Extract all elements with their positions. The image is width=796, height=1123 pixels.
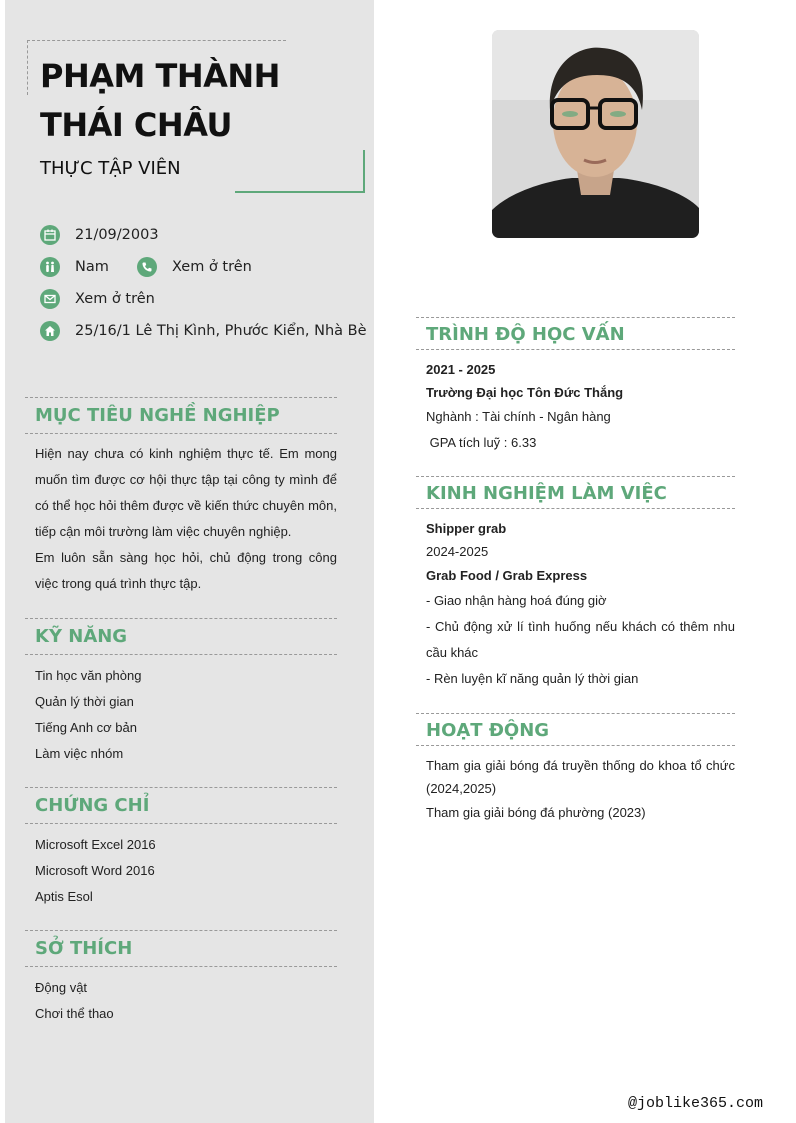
section-title-objective: MỤC TIÊU NGHỀ NGHIỆP	[35, 405, 280, 426]
candidate-name: PHẠM THÀNH THÁI CHÂU	[40, 57, 280, 144]
list-item: Quản lý thời gian	[35, 694, 134, 709]
education-major: Nghành : Tài chính - Ngân hàng	[426, 409, 611, 424]
section-title-certificates: CHỨNG CHỈ	[35, 795, 150, 816]
section-title-hobbies: SỞ THÍCH	[35, 938, 133, 959]
education-school: Trường Đại học Tôn Đức Thắng	[426, 385, 624, 400]
gender-icon	[40, 257, 60, 277]
activity-item: Tham gia giải bóng đá truyền thống do khoa tổ chức (2024,2025)	[426, 758, 735, 796]
dob-value: 21/09/2003	[75, 227, 159, 243]
list-item: Aptis Esol	[35, 889, 93, 904]
experience-duty: - Giao nhận hàng hoá đúng giờ	[426, 593, 607, 608]
mail-icon	[40, 289, 60, 309]
experience-duty: - Rèn luyện kĩ năng quản lý thời gian	[426, 671, 639, 686]
section-divider	[25, 433, 337, 434]
address-value: 25/16/1 Lê Thị Kình, Phước Kiển, Nhà Bè	[75, 323, 367, 339]
phone-value: Xem ở trên	[172, 259, 252, 275]
watermark: @joblike365.com	[628, 1095, 764, 1112]
section-title-activities: HOẠT ĐỘNG	[426, 720, 550, 741]
section-divider	[416, 713, 735, 714]
home-icon	[40, 321, 60, 341]
gender-value: Nam	[75, 259, 109, 275]
experience-period: 2024-2025	[426, 544, 489, 559]
section-title-experience: KINH NGHIỆM LÀM VIỆC	[426, 483, 667, 504]
section-title-skills: KỸ NĂNG	[35, 626, 128, 647]
calendar-icon	[40, 225, 60, 245]
list-item: Làm việc nhóm	[35, 746, 124, 761]
email-value: Xem ở trên	[75, 291, 155, 307]
section-divider	[416, 745, 735, 746]
experience-duty: - Chủ động xử lí tình huống nếu khách có thêm nhu cầu khác	[426, 619, 735, 660]
experience-company: Grab Food / Grab Express	[426, 568, 588, 583]
objective-paragraph: Hiện nay chưa có kinh nghiệm thực tế. Em mong muốn tìm được cơ hội thực tập tại công ty mình để có thể học hỏi thêm được về kiến thức chuyên môn, tiếp cận môi trường làm việc chuyên nghiệp.	[35, 446, 337, 539]
section-divider	[25, 654, 337, 655]
experience-job: Shipper grab	[426, 521, 507, 536]
section-divider	[25, 618, 337, 619]
section-divider	[416, 508, 735, 509]
name-frame-line	[27, 40, 286, 41]
name-frame-line	[27, 40, 28, 95]
contact-address	[40, 321, 367, 341]
contact-phone	[137, 257, 252, 277]
list-item: Chơi thể thao	[35, 1006, 114, 1021]
education-gpa: GPA tích luỹ : 6.33	[426, 435, 537, 450]
phone-icon	[137, 257, 157, 277]
contact-dob	[40, 225, 159, 245]
section-divider	[416, 476, 735, 477]
education-period: 2021 - 2025	[426, 362, 496, 377]
section-divider	[25, 930, 337, 931]
accent-line	[235, 191, 365, 193]
contact-email	[40, 289, 155, 309]
objective-paragraph: Em luôn sẵn sàng học hỏi, chủ động trong công việc trong quá trình thực tập.	[35, 550, 337, 591]
accent-line	[363, 150, 365, 193]
section-divider	[25, 397, 337, 398]
section-divider	[25, 787, 337, 788]
activity-item: Tham gia giải bóng đá phường (2023)	[426, 805, 646, 820]
section-title-education: TRÌNH ĐỘ HỌC VẤN	[426, 324, 625, 345]
list-item: Tiếng Anh cơ bản	[35, 720, 138, 735]
list-item: Tin học văn phòng	[35, 668, 142, 683]
contact-gender	[40, 257, 109, 277]
portrait-image	[492, 30, 699, 238]
section-divider	[25, 823, 337, 824]
list-item: Microsoft Excel 2016	[35, 837, 156, 852]
section-divider	[416, 317, 735, 318]
profile-photo	[492, 30, 699, 238]
list-item: Động vật	[35, 980, 88, 995]
job-title: THỰC TẬP VIÊN	[40, 158, 181, 179]
section-divider	[25, 966, 337, 967]
list-item: Microsoft Word 2016	[35, 863, 155, 878]
section-divider	[416, 349, 735, 350]
